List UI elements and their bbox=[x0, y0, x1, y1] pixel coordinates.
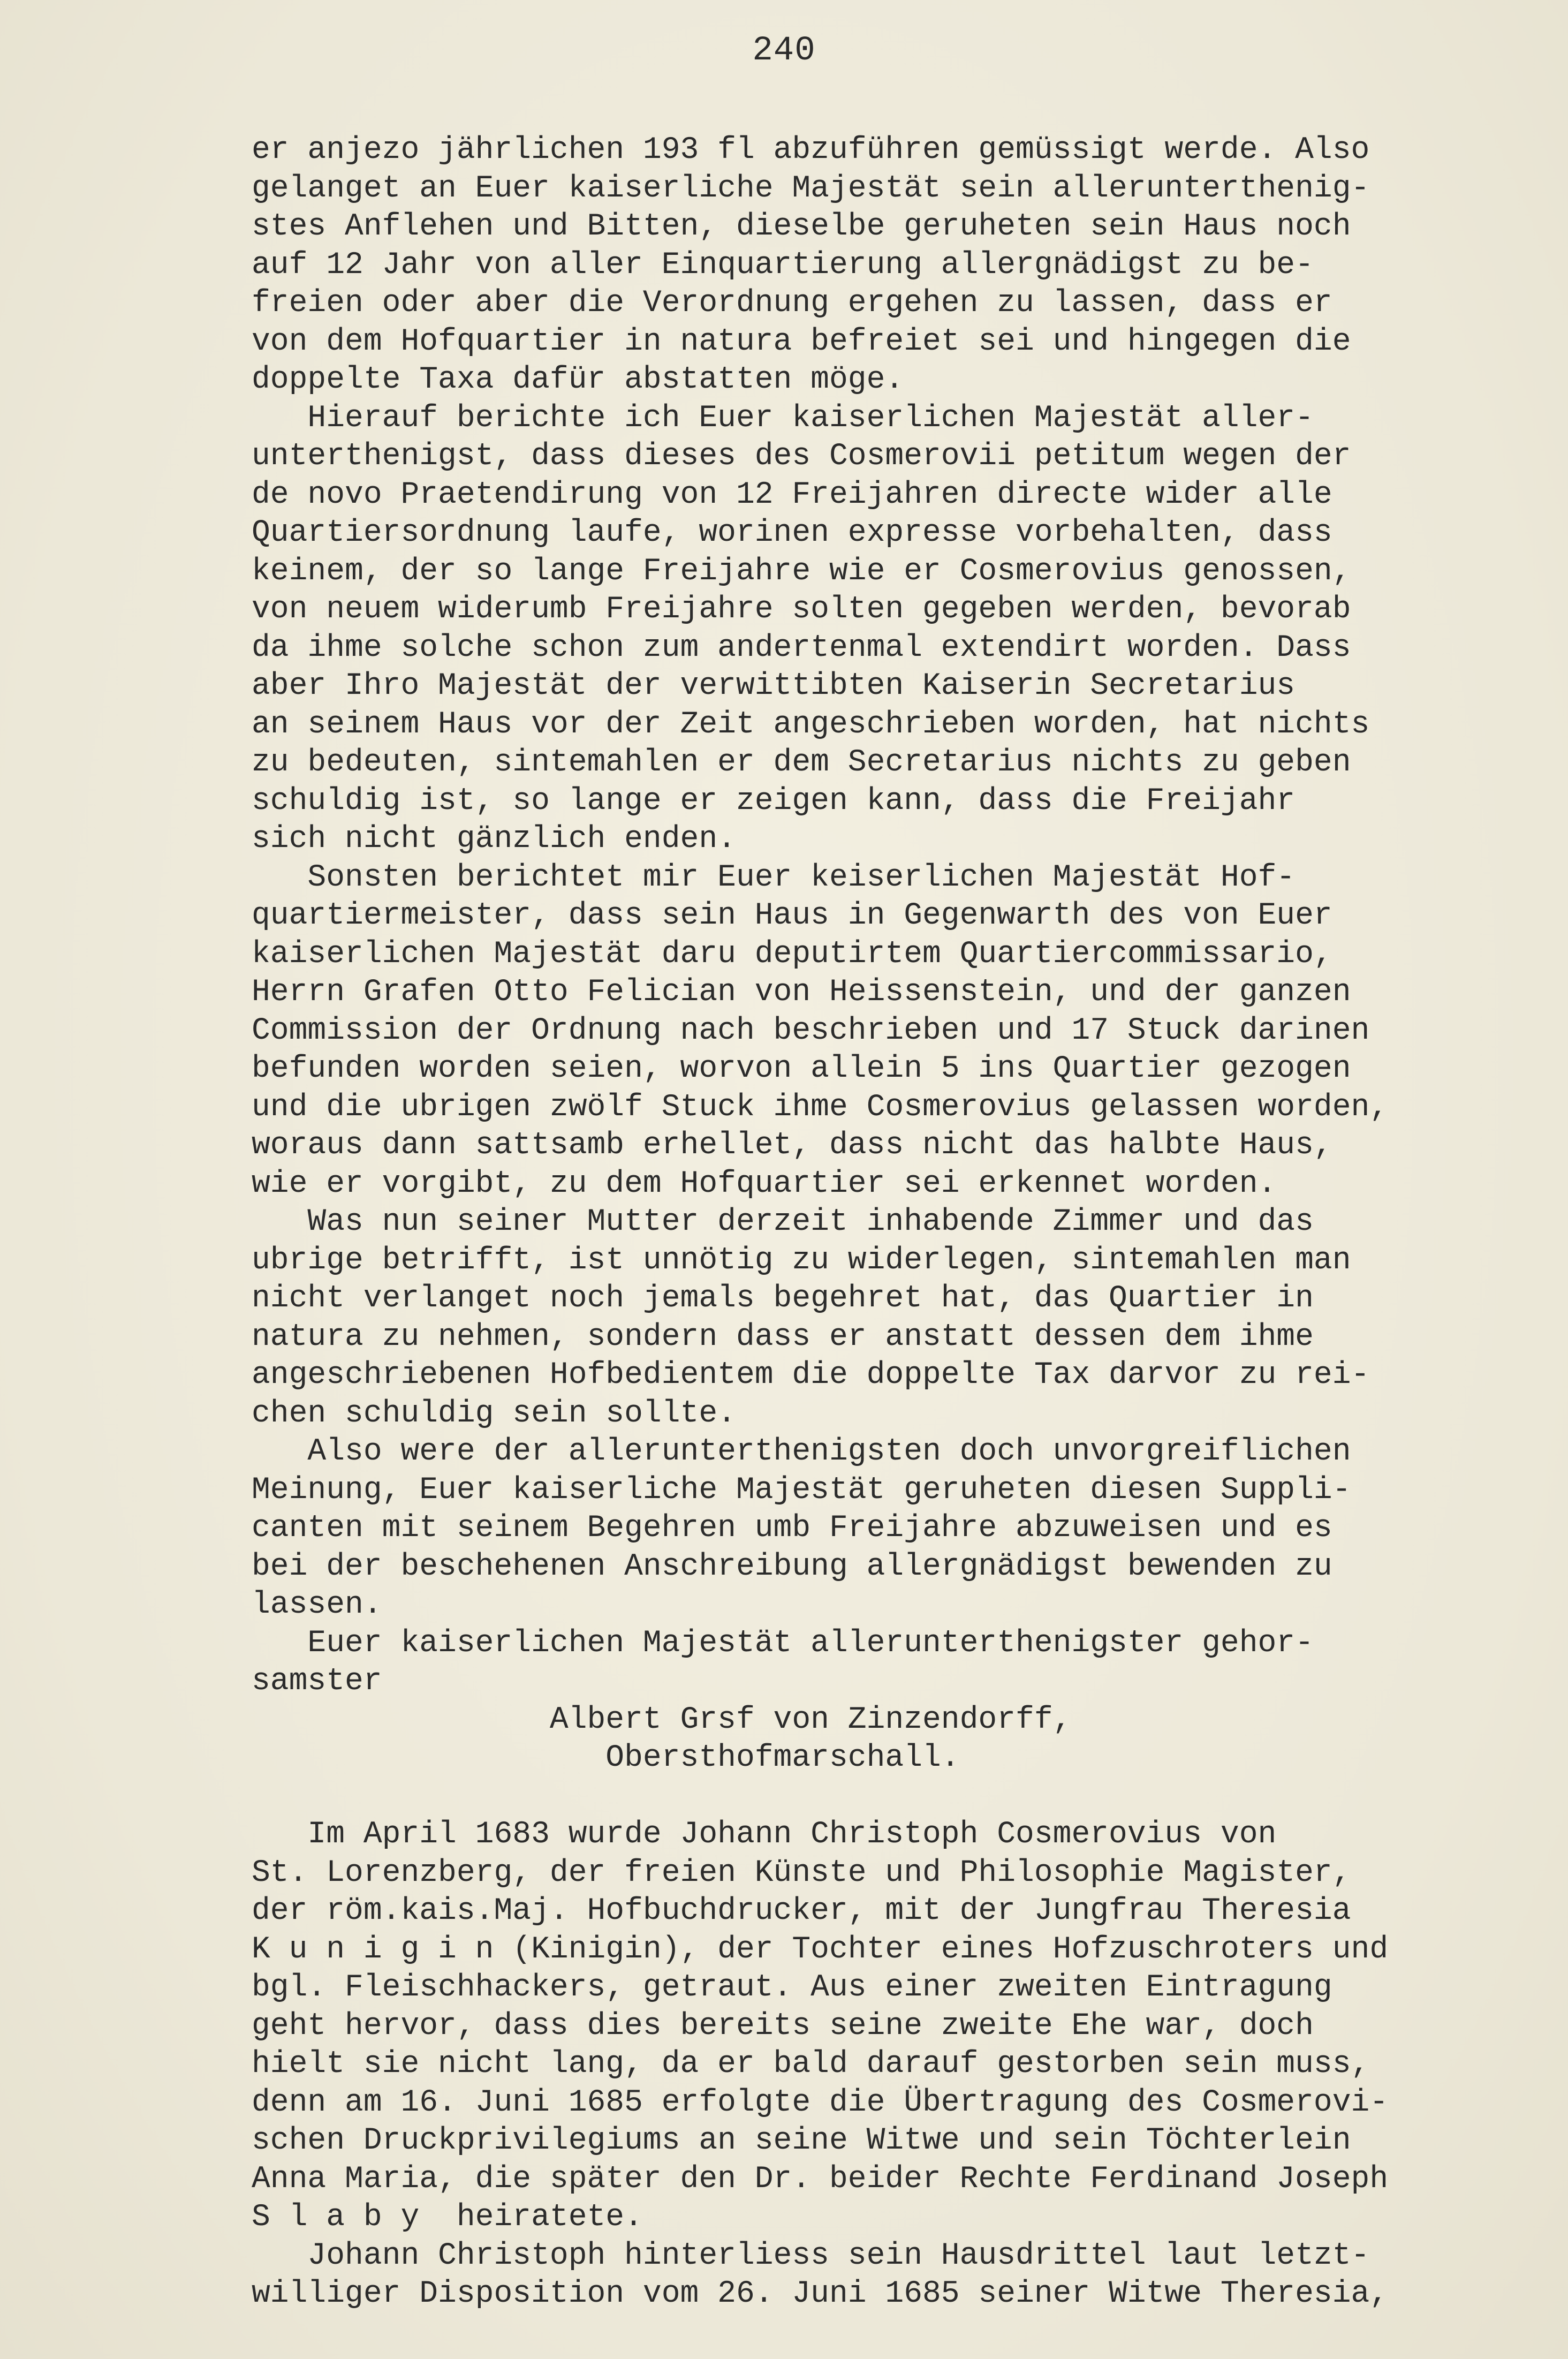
text-line: quartiermeister, dass sein Haus in Gegenwarth des von Euer bbox=[252, 898, 1332, 933]
text-line: Im April 1683 wurde Johann Christoph Cosmerovius von bbox=[252, 1817, 1277, 1852]
signature-name: Albert Grsf von Zinzendorff, bbox=[252, 1702, 1072, 1737]
text-line: Sonsten berichtet mir Euer keiserlichen Majestät Hof- bbox=[252, 860, 1296, 895]
text-line: Euer kaiserlichen Majestät allerunterthenigster gehor- bbox=[252, 1625, 1314, 1661]
text-line: der röm.kais.Maj. Hofbuchdrucker, mit der Jungfrau Theresia bbox=[252, 1894, 1351, 1929]
text-line: kaiserlichen Majestät daru deputirtem Quartiercommissario, bbox=[252, 936, 1332, 972]
text-line: woraus dann sattsamb erhellet, dass nicht das halbte Haus, bbox=[252, 1128, 1332, 1163]
text-line: Anna Maria, die später den Dr. beider Rechte Ferdinand Joseph bbox=[252, 2161, 1389, 2197]
text-line: Quartiersordnung laufe, worinen expresse vorbehalten, dass bbox=[252, 516, 1332, 550]
text-line: befunden worden seien, worvon allein 5 ins Quartier gezogen bbox=[252, 1052, 1351, 1086]
text-line: lassen. bbox=[252, 1587, 382, 1622]
text-line: Also were der allerunterthenigsten doch unvorgreiflichen bbox=[252, 1434, 1351, 1469]
text-line: nicht verlanget noch jemals begehret hat, das Quartier in bbox=[252, 1281, 1314, 1316]
text-line: Hierauf berichte ich Euer kaiserlichen Majestät aller- bbox=[252, 400, 1314, 436]
text-line: chen schuldig sein sollte. bbox=[252, 1396, 736, 1431]
text-line: Commission der Ordnung nach beschrieben und 17 Stuck darinen bbox=[252, 1013, 1370, 1048]
text-line: ubrige betrifft, ist unnötig zu widerlegen, sintemahlen man bbox=[252, 1243, 1351, 1278]
blank-line bbox=[252, 1778, 1536, 1816]
text-line: bgl. Fleischhackers, getraut. Aus einer zweiten Eintragung bbox=[252, 1970, 1332, 2005]
text-line: hielt sie nicht lang, da er bald darauf gestorben sein muss, bbox=[252, 2047, 1370, 2082]
text-line: er anjezo jährlichen 193 fl abzuführen gemüssigt werde. Also bbox=[252, 133, 1370, 168]
text-line: St. Lorenzberg, der freien Künste und Philosophie Magister, bbox=[252, 1855, 1351, 1891]
signature-title: Obersthofmarschall. bbox=[252, 1741, 960, 1775]
page-number: 240 bbox=[752, 32, 816, 70]
text-line: da ihme solche schon zum andertenmal extendirt worden. Dass bbox=[252, 630, 1351, 666]
text-line: unterthenigst, dass dieses des Cosmerovii petitum wegen der bbox=[252, 439, 1351, 474]
text-line: Was nun seiner Mutter derzeit inhabende Zimmer und das bbox=[252, 1205, 1314, 1239]
text-line: keinem, der so lange Freijahre wie er Cosmerovius genossen, bbox=[252, 554, 1351, 589]
text-line: natura zu nehmen, sondern dass er anstatt dessen dem ihme bbox=[252, 1319, 1314, 1355]
text-line: stes Anflehen und Bitten, dieselbe geruheten sein Haus noch bbox=[252, 209, 1351, 244]
text-line: und die ubrigen zwölf Stuck ihme Cosmerovius gelassen worden, bbox=[252, 1090, 1389, 1125]
text-line: schuldig ist, so lange er zeigen kann, dass die Freijahr bbox=[252, 783, 1296, 819]
text-line: angeschriebenen Hofbedientem die doppelte Tax darvor zu rei- bbox=[252, 1358, 1370, 1393]
text-line: S l a b y heiratete. bbox=[252, 2200, 643, 2235]
text-line: auf 12 Jahr von aller Einquartierung allergnädigst zu be- bbox=[252, 247, 1314, 283]
text-line: Johann Christoph hinterliess sein Hausdrittel laut letzt- bbox=[252, 2238, 1370, 2273]
text-line: sich nicht gänzlich enden. bbox=[252, 822, 736, 857]
text-line: bei der beschehenen Anschreibung allergnädigst bewenden zu bbox=[252, 1549, 1332, 1584]
text-line: von dem Hofquartier in natura befreiet sei und hingegen die bbox=[252, 324, 1351, 359]
text-line: de novo Praetendirung von 12 Freijahren directe wider alle bbox=[252, 477, 1332, 512]
text-line: freien oder aber die Verordnung ergehen zu lassen, dass er bbox=[252, 286, 1332, 321]
text-line: K u n i g i n (Kinigin), der Tochter eines Hofzuschroters und bbox=[252, 1932, 1389, 1967]
text-line: williger Disposition vom 26. Juni 1685 seiner Witwe Theresia, bbox=[252, 2277, 1389, 2311]
text-line: aber Ihro Majestät der verwittibten Kaiserin Secretarius bbox=[252, 669, 1296, 704]
text-line: Herrn Grafen Otto Felician von Heissenstein, und der ganzen bbox=[252, 975, 1351, 1010]
text-line: samster bbox=[252, 1664, 382, 1699]
text-line: von neuem widerumb Freijahre solten gegeben werden, bevorab bbox=[252, 592, 1351, 627]
body-text bbox=[252, 131, 1536, 2313]
text-line: Meinung, Euer kaiserliche Majestät geruheten diesen Suppli- bbox=[252, 1472, 1351, 1508]
text-line: an seinem Haus vor der Zeit angeschrieben worden, hat nichts bbox=[252, 707, 1370, 742]
text-line: wie er vorgibt, zu dem Hofquartier sei erkennet worden. bbox=[252, 1166, 1277, 1201]
text-line: schen Druckprivilegiums an seine Witwe und sein Töchterlein bbox=[252, 2123, 1351, 2158]
text-line: gelanget an Euer kaiserliche Majestät sein allerunterthenig- bbox=[252, 171, 1370, 206]
text-line: zu bedeuten, sintemahlen er dem Secretarius nichts zu geben bbox=[252, 745, 1351, 780]
text-line: canten mit seinem Begehren umb Freijahre abzuweisen und es bbox=[252, 1511, 1332, 1546]
text-line: geht hervor, dass dies bereits seine zweite Ehe war, doch bbox=[252, 2008, 1314, 2044]
text-line: denn am 16. Juni 1685 erfolgte die Übertragung des Cosmerovi- bbox=[252, 2085, 1389, 2120]
text-line: doppelte Taxa dafür abstatten möge. bbox=[252, 362, 904, 397]
